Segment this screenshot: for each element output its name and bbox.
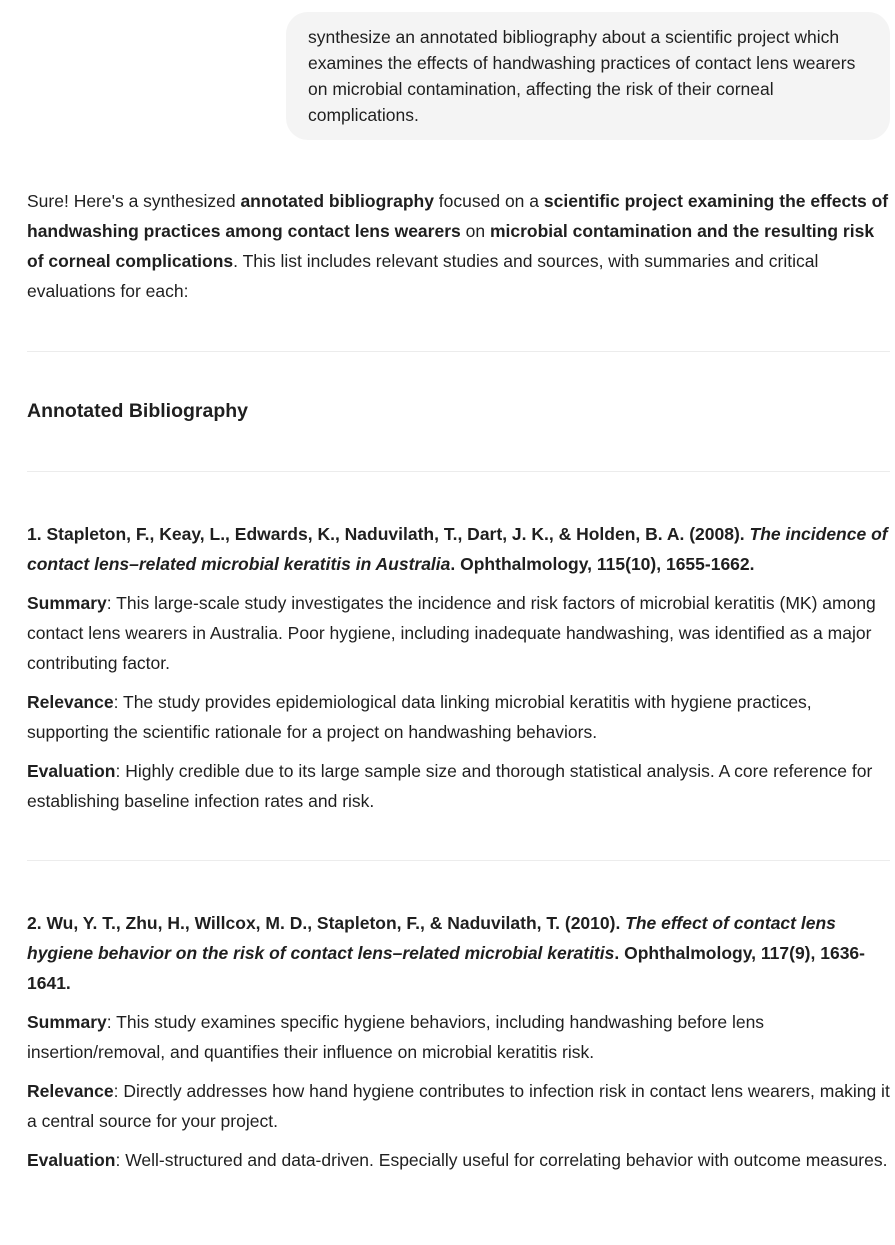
evaluation-label: Evaluation: [27, 1150, 116, 1170]
citation-title: The effect of contact lens hygiene behavior on the risk of contact lens–related microbial keratitis: [27, 913, 836, 963]
citation: [27, 908, 890, 998]
evaluation-paragraph: [27, 1145, 890, 1175]
evaluation-text: : Highly credible due to its large sample size and thorough statistical analysis. A core reference for establishing baseline infection rates and risk.: [27, 761, 873, 811]
intro-bold-1: annotated bibliography: [240, 191, 434, 211]
summary-label: Summary: [27, 1012, 107, 1032]
assistant-response: [27, 186, 890, 1175]
intro-text-2: focused on a: [433, 191, 544, 211]
intro-paragraph: [27, 186, 890, 306]
citation-title: The incidence of contact lens–related microbial keratitis in Australia: [27, 524, 888, 574]
divider: [27, 351, 890, 352]
relevance-paragraph: [27, 687, 890, 747]
user-message-row: [286, 12, 890, 140]
intro-text-1: Sure! Here's a synthesized: [27, 191, 241, 211]
citation-authors: 1. Stapleton, F., Keay, L., Edwards, K., Naduvilath, T., Dart, J. K., & Holden, B. A. (2008).: [27, 524, 750, 544]
intro-text-3: on: [460, 221, 490, 241]
summary-label: Summary: [27, 593, 107, 613]
relevance-paragraph: [27, 1076, 890, 1136]
intro-bold-3: microbial contamination and the resulting risk of corneal complications: [27, 221, 875, 271]
bibliography-entry: [27, 908, 890, 1175]
relevance-label: Relevance: [27, 692, 114, 712]
divider: [27, 860, 890, 861]
relevance-label: Relevance: [27, 1081, 114, 1101]
summary-text: : This large-scale study investigates the incidence and risk factors of microbial keratitis (MK) among contact lens wearers in Australia. Poor hygiene, including inadequate handwashing, was identified as a major contributing factor.: [27, 593, 876, 673]
relevance-text: : Directly addresses how hand hygiene contributes to infection risk in contact lens wearers, making it a central source for your project.: [27, 1081, 890, 1131]
divider: [27, 471, 890, 472]
summary-text: : This study examines specific hygiene behaviors, including handwashing before lens insertion/removal, and quantifies their influence on microbial keratitis risk.: [27, 1012, 765, 1062]
intro-bold-2: scientific project examining the effects of handwashing practices among contact lens wearers: [27, 191, 889, 241]
relevance-text: : The study provides epidemiological data linking microbial keratitis with hygiene practices, supporting the scientific rationale for a project on handwashing behaviors.: [27, 692, 812, 742]
section-title: Annotated Bibliography: [27, 400, 248, 422]
citation-authors: 2. Wu, Y. T., Zhu, H., Willcox, M. D., Stapleton, F., & Naduvilath, T. (2010).: [27, 913, 626, 933]
citation: [27, 519, 890, 579]
evaluation-text: : Well-structured and data-driven. Especially useful for correlating behavior with outcome measures.: [115, 1150, 888, 1170]
citation-source: . Ophthalmology, 115(10), 1655-1662.: [450, 554, 755, 574]
bibliography-entry: [27, 519, 890, 816]
evaluation-paragraph: [27, 756, 890, 816]
summary-paragraph: [27, 588, 890, 678]
citation-source: . Ophthalmology, 117(9), 1636-1641.: [27, 943, 865, 993]
summary-paragraph: [27, 1007, 890, 1067]
evaluation-label: Evaluation: [27, 761, 116, 781]
user-message-bubble: synthesize an annotated bibliography about a scientific project which examines the effects of handwashing practices of contact lens wearers on microbial contamination, affecting the risk of their corneal complications.: [286, 12, 890, 140]
intro-text-4: . This list includes relevant studies and sources, with summaries and critical evaluations for each:: [27, 251, 819, 301]
